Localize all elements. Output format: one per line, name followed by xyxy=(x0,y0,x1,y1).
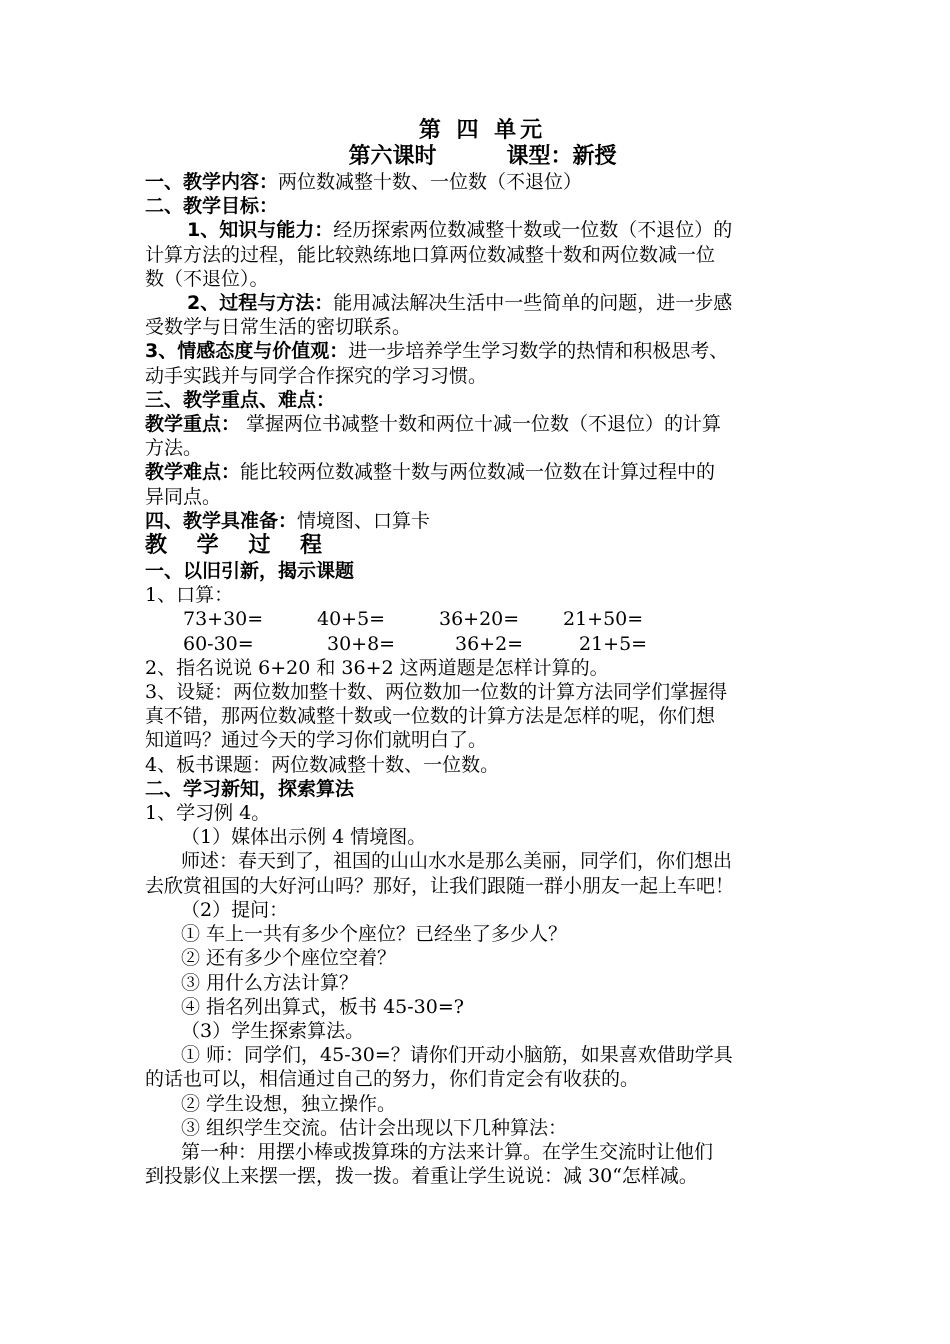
goal-1-line-2: 计算方法的过程，能比较熟练地口算两位数减整十数和两位数减一位 xyxy=(145,243,716,266)
item-3-line-1: 3、设疑：两位数加整十数、两位数加一位数的计算方法同学们掌握得 xyxy=(145,681,728,704)
learn-line: ② 还有多少个座位空着？ xyxy=(181,947,397,970)
learn-line: ① 师：同学们，45-30=？请你们开动小脑筋，如果喜欢借助学具 xyxy=(181,1044,733,1067)
item-3-line-3: 知道吗？通过今天的学习你们就明白了。 xyxy=(145,729,488,752)
section-content-text: 两位数减整十数、一位数（不退位） xyxy=(278,171,583,193)
difficulty-heading: 教学难点： xyxy=(145,461,241,484)
oral-row-2 xyxy=(145,632,820,656)
part-2-heading: 二、学习新知，探索算法 xyxy=(145,777,355,800)
oral-item: 40+5= xyxy=(317,608,386,631)
item-3-line-2: 真不错，那两位数减整十数或一位数的计算方法是怎样的呢，你们想 xyxy=(145,705,716,728)
key-point-line-1 xyxy=(145,412,820,436)
goal-1-line-3: 数（不退位）。 xyxy=(145,267,269,290)
oral-item: 36+2= xyxy=(455,632,524,655)
lesson-type: 课型：新授 xyxy=(506,144,617,169)
section-content xyxy=(145,170,820,194)
goal-2-line-1 xyxy=(145,291,820,315)
goal-2-text: 能用减法解决生活中一些简单的问题，进一步感 xyxy=(333,292,733,315)
learn-line: 到投影仪上来摆一摆，拨一拨。着重让学生说说：减 30“怎样减。 xyxy=(145,1165,698,1188)
learn-line: 去欣赏祖国的大好河山吗？那好，让我们跟随一群小朋友一起上车吧！ xyxy=(145,874,735,897)
process-title: 教 学 过 程 xyxy=(145,533,322,559)
goal-2-line-2: 受数学与日常生活的密切联系。 xyxy=(145,316,412,339)
goal-2-heading: 2、过程与方法： xyxy=(187,292,334,315)
oral-item: 73+30= xyxy=(183,608,264,631)
section-goals-heading: 二、教学目标： xyxy=(145,195,279,218)
oral-item: 60-30= xyxy=(183,632,254,655)
goal-1-heading: 1、知识与能力： xyxy=(187,219,334,242)
section-materials-heading: 四、教学具准备： xyxy=(145,509,298,532)
learn-line: 第一种：用摆小棒或拨算珠的方法来计算。在学生交流时让他们 xyxy=(181,1140,714,1163)
key-point-text: 掌握两位书减整十数和两位十减一位数（不退位）的计算 xyxy=(240,413,722,436)
item-4: 4、板书课题：两位数减整十数、一位数。 xyxy=(145,753,500,776)
oral-item: 21+50= xyxy=(563,608,644,631)
difficulty-line-2: 异同点。 xyxy=(145,485,222,508)
lesson-number: 第六课时 xyxy=(348,144,437,169)
item-2: 2、指名说说 6+20 和 36+2 这两道题是怎样计算的。 xyxy=(145,656,609,679)
goal-1-text: 经历探索两位数减整十数或一位数（不退位）的 xyxy=(333,219,733,242)
oral-item: 36+20= xyxy=(439,608,520,631)
learn-line: ④ 指名列出算式，板书 45-30=? xyxy=(181,995,464,1018)
part-1-heading: 一、以旧引新，揭示课题 xyxy=(145,560,355,583)
difficulty-line-1 xyxy=(145,460,820,484)
oral-row-1 xyxy=(145,607,820,631)
section-content-heading: 一、教学内容： xyxy=(145,171,279,193)
learn-line: （3）学生探索算法。 xyxy=(181,1019,365,1042)
oral-item: 30+8= xyxy=(327,632,396,655)
section-keypoints-heading: 三、教学重点、难点： xyxy=(145,388,336,411)
goal-3-line-2: 动手实践并与同学合作探究的学习习惯。 xyxy=(145,364,488,387)
difficulty-text: 能比较两位数减整十数与两位数减一位数在计算过程中的 xyxy=(240,461,716,484)
learn-line: ③ 用什么方法计算？ xyxy=(181,971,359,994)
learn-line: ① 车上一共有多少个座位？已经坐了多少人？ xyxy=(181,923,568,946)
oral-item: 21+5= xyxy=(579,632,648,655)
learn-line: 师述：春天到了，祖国的山山水水是那么美丽，同学们，你们想出 xyxy=(181,850,733,873)
learn-line: 1、学习例 4。 xyxy=(145,802,271,825)
goal-1-line-1 xyxy=(145,218,820,242)
learn-line: ② 学生设想，独立操作。 xyxy=(181,1092,397,1115)
learn-line: 的话也可以，相信通过自己的努力，你们肯定会有收获的。 xyxy=(145,1068,640,1091)
oral-label: 1、口算： xyxy=(145,584,234,607)
section-materials xyxy=(145,509,820,533)
goal-3-heading: 3、情感态度与价值观： xyxy=(145,340,349,363)
learn-line: ③ 组织学生交流。估计会出现以下几种算法： xyxy=(181,1116,568,1139)
key-point-line-2: 方法。 xyxy=(145,437,203,460)
key-point-heading: 教学重点： xyxy=(145,413,241,436)
goal-3-text: 进一步培养学生学习数学的热情和积极思考、 xyxy=(348,340,729,363)
lesson-title xyxy=(145,144,820,170)
goal-3-line-1 xyxy=(145,339,820,363)
unit-title: 第 四 单元 xyxy=(418,118,547,143)
section-materials-text: 情境图、口算卡 xyxy=(297,509,431,532)
learn-line: （2）提问： xyxy=(181,898,289,921)
learn-line: （1）媒体出示例 4 情境图。 xyxy=(181,826,427,849)
